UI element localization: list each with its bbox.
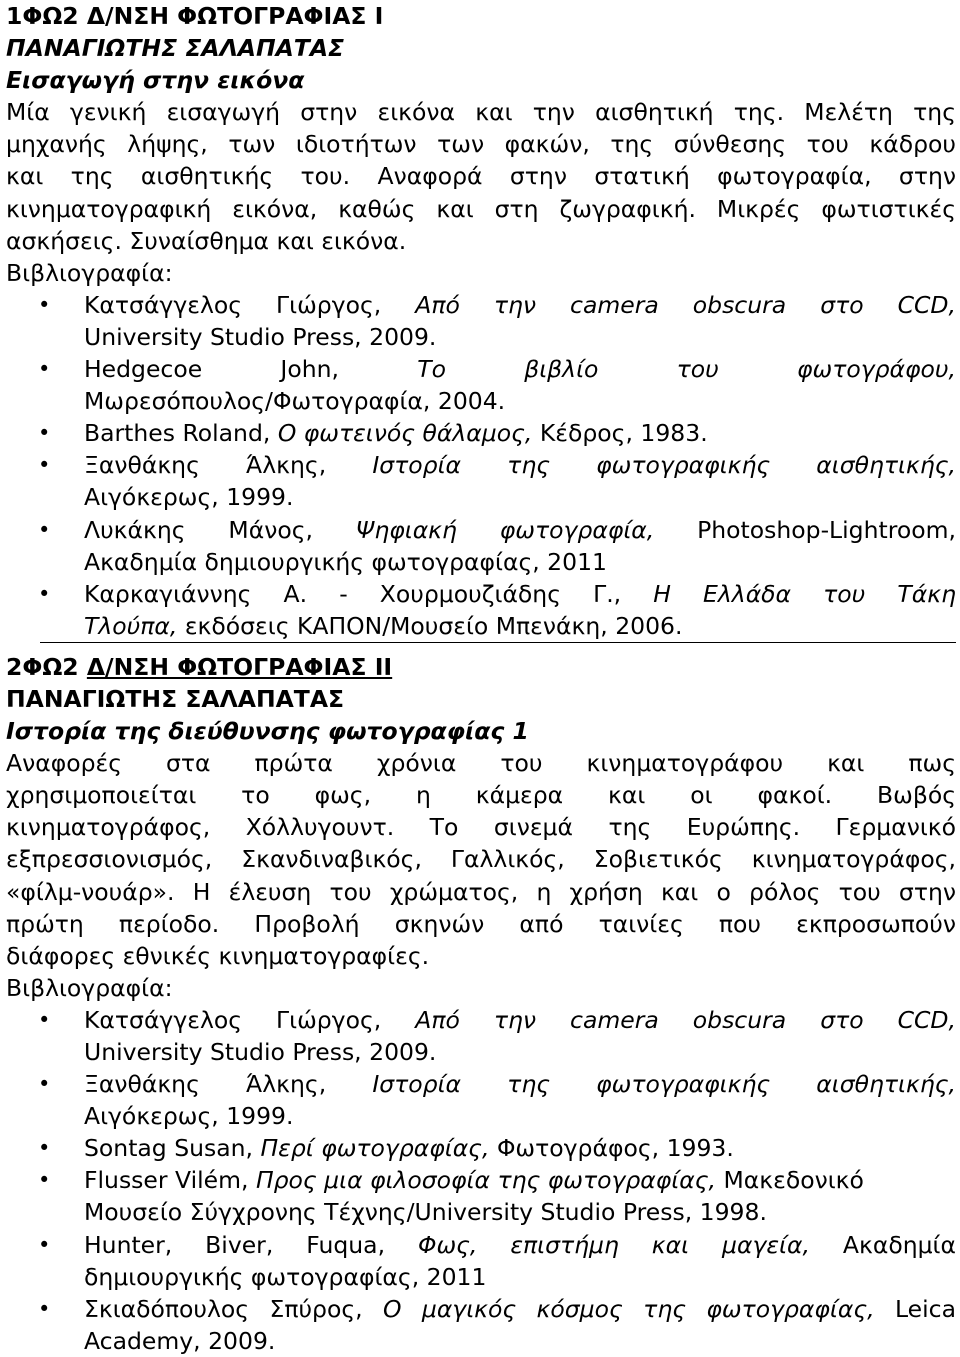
bibliography-item: • Κατσάγγελος Γιώργος, Από την camera obscura στο CCD, University Studio Press, 2009.: [6, 289, 956, 353]
description-line: Αναφορές στα πρώτα χρόνια του κινηματογράφου και πως: [6, 749, 956, 778]
bibliography-item: • Sontag Susan, Περί φωτογραφίας, Φωτογράφος, 1993.: [6, 1132, 956, 1164]
course-1-title: 1ΦΩ2 Δ/ΝΣΗ ΦΩΤΟΓΡΑΦΙΑΣ Ι: [6, 2, 384, 30]
bibliography-item: • Ξανθάκης Άλκης, Ιστορία της φωτογραφικής αισθητικής, Αιγόκερως, 1999.: [6, 449, 956, 513]
bibliography-item: • Flusser Vilém, Προς μια φιλοσοφία της φωτογραφίας, Μακεδονικό Μουσείο Σύγχρονης Τέχνης/University Studio Press, 1998.: [6, 1164, 956, 1228]
bibliography-item: • Καρκαγιάννης Α. - Χουρμουζιάδης Γ., Η Ελλάδα του Τάκη Τλούπα, εκδόσεις ΚΑΠΟΝ/Μουσείο Μπενάκη, 2006.: [6, 578, 956, 643]
course-2-bibliography-list: [6, 1004, 956, 1357]
bibliography-item: • Ξανθάκης Άλκης, Ιστορία της φωτογραφικής αισθητικής, Αιγόκερως, 1999.: [6, 1068, 956, 1132]
course-1-description: [6, 96, 956, 256]
description-line: κινηματογράφος, Χόλλυγουντ. Το σινεμά της Ευρώπης. Γερμανικό: [6, 813, 956, 842]
description-line: «φίλμ-νουάρ». Η έλευση του χρώματος, η χρήση και ο ρόλος του στην: [6, 877, 956, 906]
description-line: χρησιμοποιείται το φως, η κάμερα και οι φακοί. Βωβός: [6, 781, 956, 810]
course-1-bibliography-list: [6, 289, 956, 643]
course-2-title: 2ΦΩ2 Δ/ΝΣΗ ΦΩΤΟΓΡΑΦΙΑΣ ΙΙ: [6, 652, 393, 681]
description-line: μηχανής λήψης, των ιδιοτήτων των φακών, της σύνθεσης του κάδρου: [6, 130, 956, 159]
bibliography-item: • Hunter, Biver, Fuqua, Φως, επιστήμη και μαγεία, Ακαδημία δημιουργικής φωτογραφίας, 2011: [6, 1229, 956, 1293]
bibliography-item: • Λυκάκης Μάνος, Ψηφιακή φωτογραφία, Photoshop-Lightroom, Ακαδημία δημιουργικής φωτογραφίας, 2011: [6, 514, 956, 578]
course-1-subtitle: Εισαγωγή στην εικόνα: [6, 66, 305, 95]
description-line: ασκήσεις. Συναίσθημα και εικόνα.: [6, 226, 407, 255]
course-2-subtitle: Ιστορία της διεύθυνσης φωτογραφίας 1: [6, 717, 529, 746]
course-2-instructor: ΠΑΝΑΓΙΩΤΗΣ ΣΑΛΑΠΑΤΑΣ: [6, 684, 345, 713]
course-1-instructor: ΠΑΝΑΓΙΩΤΗΣ ΣΑΛΑΠΑΤΑΣ: [6, 34, 345, 63]
course-1-section: [6, 0, 956, 643]
description-line: εξπρεσσιονισμός, Σκανδιναβικός, Γαλλικός, Σοβιετικός κινηματογράφος,: [6, 845, 956, 874]
description-line: διάφορες εθνικές κινηματογραφίες.: [6, 941, 430, 970]
course-1-bibliography-label: Βιβλιογραφία:: [6, 258, 173, 287]
bibliography-item: • Κατσάγγελος Γιώργος, Από την camera obscura στο CCD, University Studio Press, 2009.: [6, 1004, 956, 1068]
description-line: κινηματογραφική εικόνα, καθώς και στη ζωγραφική. Μικρές φωτιστικές: [6, 194, 956, 223]
description-line: και της αισθητικής του. Αναφορά στην στατική φωτογραφία, στην: [6, 162, 956, 191]
course-2-section: [6, 651, 956, 1357]
description-line: πρώτη περίοδο. Προβολή σκηνών από ταινίες που εκπροσωπούν: [6, 909, 956, 938]
bibliography-item: • Hedgecoe John, Το βιβλίο του φωτογράφου, Μωρεσόπουλος/Φωτογραφία, 2004.: [6, 353, 956, 417]
description-line: Μία γενική εισαγωγή στην εικόνα και την αισθητική της. Μελέτη της: [6, 98, 956, 127]
bibliography-item: • Σκιαδόπουλος Σπύρος, Ο μαγικός κόσμος της φωτογραφίας, Leica Academy, 2009.: [6, 1293, 956, 1357]
course-2-description: [6, 747, 956, 972]
bibliography-item: • Barthes Roland, Ο φωτεινός θάλαμος, Κέδρος, 1983.: [6, 417, 956, 449]
course-2-bibliography-label: Βιβλιογραφία:: [6, 973, 173, 1002]
document-page: [6, 0, 956, 1357]
